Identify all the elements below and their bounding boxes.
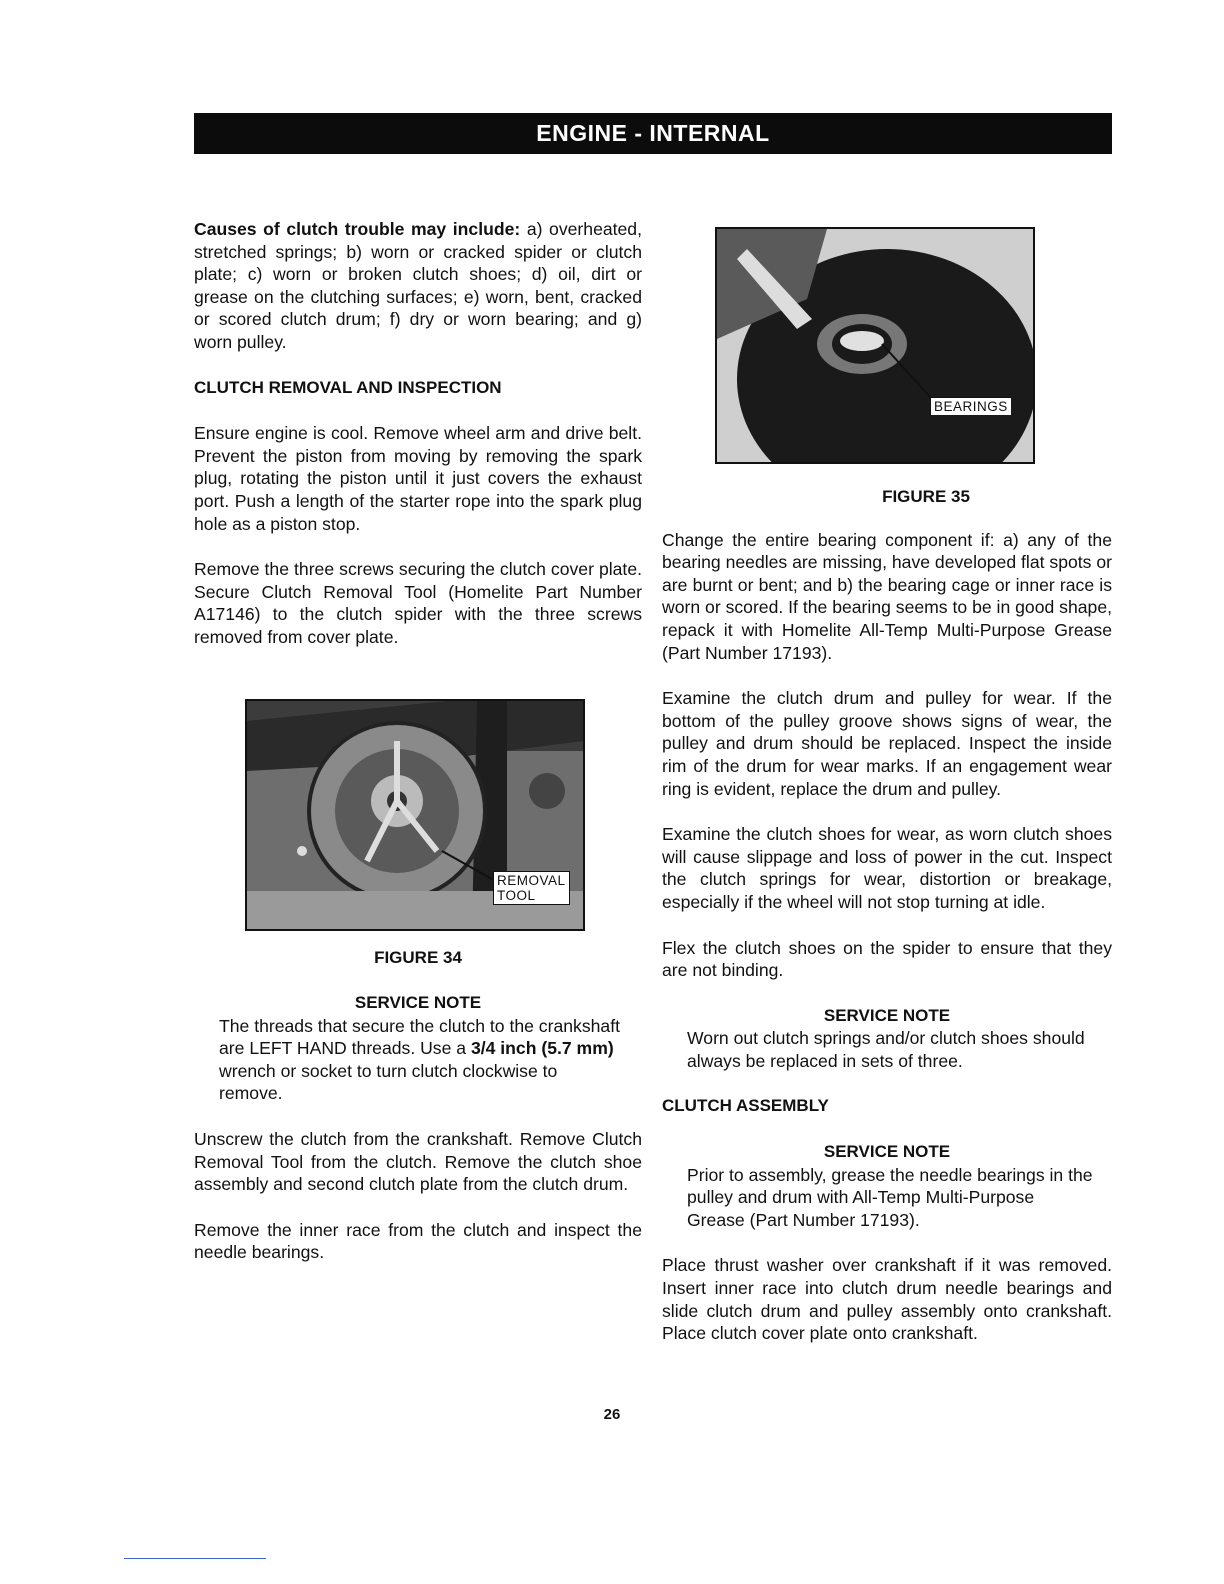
service-note-1-text-a: The threads that secure the clutch to the crankshaft are LEFT HAND threads. Use a [219,1015,620,1059]
inner-race-paragraph: Remove the inner race from the clutch and inspect the needle bearings. [194,1219,642,1263]
figure-34-photo [245,699,585,931]
page-number: 26 [603,1406,621,1423]
figure-34-caption: FIGURE 34 [374,947,462,967]
bearings-callout: BEARINGS [930,397,1011,415]
service-note-2-title: SERVICE NOTE [823,1005,951,1025]
service-note-1-text-b: wrench or socket to turn clutch clockwise to remove. [219,1060,558,1104]
service-note-2-body: Worn out clutch springs and/or clutch shoes should always be replaced in sets of three. [687,1028,1085,1071]
removal-paragraph-2: Remove the three screws securing the clutch cover plate. Secure Clutch Removal Tool (Homelite Part Number A17146) to the clutch spider with the three screws removed from cover plate. [194,559,642,647]
service-note-1-bold: 3/4 inch (5.7 mm) [470,1038,614,1059]
causes-text: a) overheated, stretched springs; b) worn or cracked spider or clutch plate; c) worn or broken clutch shoes; d) oil, dirt or grease on the clutching surfaces; e) worn, bent, cracked or scored clutch drum; f) dry or worn bearing; and g) worn pulley. [194,219,642,352]
section-title: ENGINE - INTERNAL [536,120,770,146]
bearing-paragraph: Change the entire bearing component if: a) any of the bearing needles are missing, have developed flat spots or are burnt or bent; and b) the bearing cage or inner race is worn or scored. If the bearing seems to be in good shape, repack it with Homelite All-Temp Multi-Purpose Grease (Part Number 17193). [662,529,1112,663]
figure-35-caption: FIGURE 35 [882,487,970,506]
section-header [194,113,1112,154]
service-note-1-title: SERVICE NOTE [354,993,482,1013]
left-column [194,218,642,1264]
right-column [662,227,1112,1345]
removal-paragraph-1: Ensure engine is cool. Remove wheel arm and drive belt. Prevent the piston from moving by removing the spark plug, rotating the piston until it just covers the exhaust port. Push a length of the starter rope into the spark plug hole as a piston stop. [194,423,642,534]
shoes-paragraph: Examine the clutch shoes for wear, as worn clutch shoes will cause slippage and loss of power in the cut. Inspect the clutch springs for wear, distortion or breakage, especially if the wheel will not stop turning at idle. [662,824,1112,912]
clutch-assembly-heading: CLUTCH ASSEMBLY [662,1096,829,1116]
clutch-removal-heading: CLUTCH REMOVAL AND INSPECTION [194,377,502,397]
causes-lead: Causes of clutch trouble may include: [194,219,521,239]
bearing-photo-illustration [717,229,1033,462]
service-note-1-body [194,1015,642,1105]
service-note-3-title: SERVICE NOTE [823,1142,951,1162]
footer-rule [124,1558,266,1559]
flex-paragraph: Flex the clutch shoes on the spider to ensure that they are not binding. [662,937,1112,981]
causes-paragraph [194,218,642,354]
drum-paragraph: Examine the clutch drum and pulley for wear. If the bottom of the pulley groove shows signs of wear, the pulley and drum should be replaced. Inspect the inside rim of the drum for wear marks. If an engagement wear ring is evident, replace the drum and pulley. [662,688,1112,799]
assembly-paragraph: Place thrust washer over crankshaft if it was removed. Insert inner race into clutch drum needle bearings and slide clutch drum and pulley assembly onto crankshaft. Place clutch cover plate onto crankshaft. [662,1255,1112,1344]
figure-35-photo [715,227,1035,464]
unscrew-paragraph: Unscrew the clutch from the crankshaft. Remove Clutch Removal Tool from the clutch. Remove the clutch shoe assembly and second clutch plate from the clutch drum. [194,1129,642,1195]
service-note-3-body: Prior to assembly, grease the needle bearings in the pulley and drum with All-Temp Multi-Purpose Grease (Part Number 17193). [687,1164,1093,1230]
removal-tool-callout-line-1: REMOVAL [497,872,566,888]
removal-tool-callout [493,871,570,905]
removal-tool-callout-line-2: TOOL [497,887,536,903]
